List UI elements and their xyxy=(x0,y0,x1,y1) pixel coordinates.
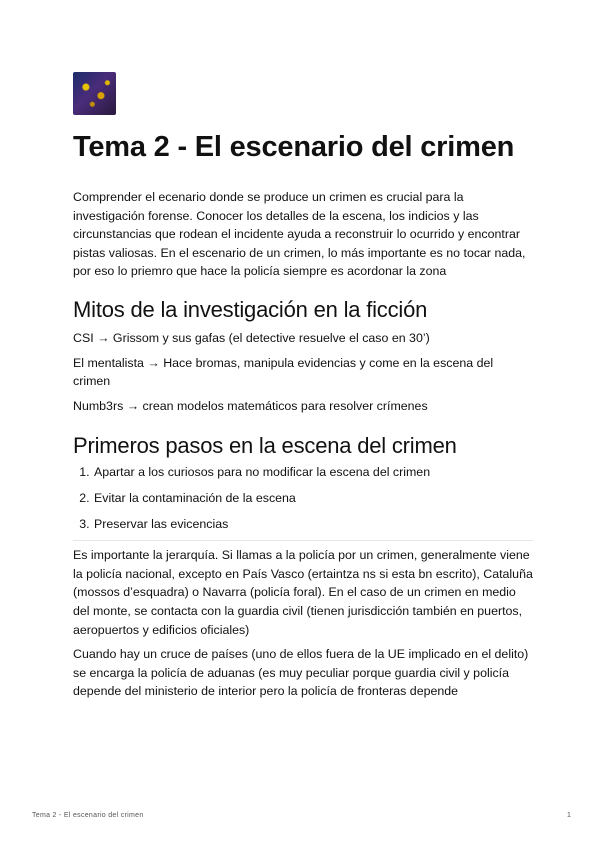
mito-item: CSI → Grissom y sus gafas (el detective resuelve el caso en 30’) xyxy=(73,330,430,345)
page-cover-icon xyxy=(73,72,116,115)
document-page xyxy=(73,72,533,701)
intro-paragraph: Comprender el ecenario donde se produce un crimen es crucial para la investigación forense. Conocer los detalles de la escena, los indicios y las circunstancias que rodean el incidente ayuda a reconstruir lo ocurrido y encontrar pistas valiosas. En el escenario de un crimen, lo más importante es no tocar nada, por eso lo priemro que hace la policía siempre es acordonar la zona xyxy=(73,190,526,279)
footer-title: Tema 2 - El escenario del crimen xyxy=(32,812,144,819)
step-item: 2. Evitar la contaminación de la escena xyxy=(93,489,533,508)
mito-item: El mentalista → Hace bromas, manipula evidencias y come en la escena del crimen xyxy=(73,355,494,389)
section-heading-pasos: Primeros pasos en la escena del crimen xyxy=(73,433,457,459)
aduanas-paragraph: Cuando hay un cruce de países (uno de ellos fuera de la UE implicado en el delito) se encarga la policía de aduanas (es muy peculiar porque guardia civil y policía depende del ministerio de interior pero la policía de fronteras depende xyxy=(73,647,529,699)
mito-item: Numb3rs → crean modelos matemáticos para resolver crímenes xyxy=(73,398,428,413)
footer-page-number: 1 xyxy=(567,812,571,819)
jerarquia-paragraph: Es importante la jerarquía. Si llamas a la policía por un crimen, generalmente viene la policía nacional, excepto en País Vasco (ertaintza ns si esta bn escrito), Cataluña (mossos d’esquadra) o Navarra (policía foral). En el caso de un crimen en medio del monte, se contacta con la guardia civil (tienen jurisdicción también en puertos, aeropuertos y edificios oficiales) xyxy=(73,548,533,637)
steps-list xyxy=(73,463,533,533)
section-heading-mitos: Mitos de la investigación en la ficción xyxy=(73,296,428,322)
step-item: 1. Apartar a los curiosos para no modificar la escena del crimen xyxy=(93,463,533,482)
page-title: Tema 2 - El escenario del crimen xyxy=(73,131,515,163)
section-divider xyxy=(73,540,533,541)
step-item: 3. Preservar las evicencias xyxy=(93,515,533,534)
